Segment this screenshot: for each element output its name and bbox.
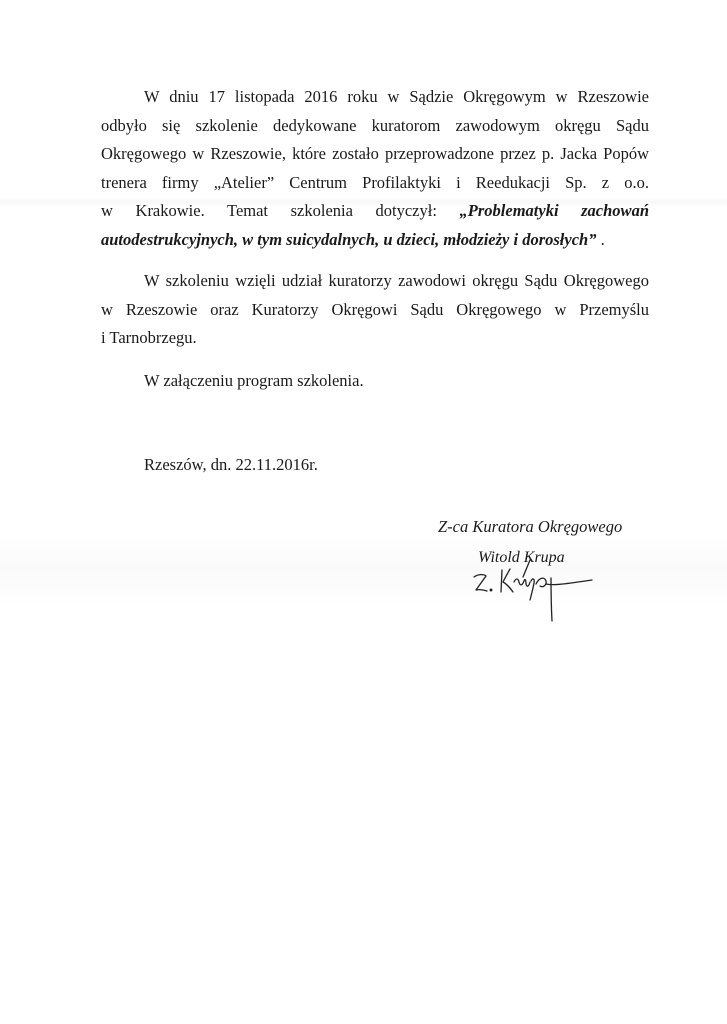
paragraph-line: [101, 197, 649, 226]
handwritten-signature: [460, 540, 600, 625]
paragraph-line: W szkoleniu wzięli udział kuratorzy zawodowi okręgu Sądu Okręgowego: [144, 271, 649, 290]
paragraph-attachment: W załączeniu program szkolenia.: [144, 371, 364, 390]
paragraph-line: [101, 226, 649, 255]
paragraph-line: odbyło się szkolenie dedykowane kuratorom zawodowym okręgu Sądu: [101, 115, 649, 135]
paragraph-line: trenera firmy „Atelier” Centrum Profilaktyki i Reedukacji Sp. z o.o.: [101, 172, 649, 192]
paragraph-text: w Krakowie. Temat szkolenia dotyczył:: [101, 201, 460, 221]
signatory-title: Z-ca Kuratora Okręgowego: [438, 517, 623, 536]
paragraph-training-info: [101, 83, 649, 255]
scan-artifact: [0, 535, 727, 605]
paragraph-text: .: [596, 229, 605, 249]
training-topic: autodestrukcyjnych, w tym suicydalnych, u dzieci, młodzieży i dorosłych”: [101, 229, 597, 249]
place-date: Rzeszów, dn. 22.11.2016r.: [144, 455, 318, 474]
paragraph-line: i Tarnobrzegu.: [101, 328, 197, 348]
paragraph-line: w Rzeszowie oraz Kuratorzy Okręgowi Sądu Okręgowego w Przemyślu: [101, 299, 649, 319]
paragraph-participants: [101, 267, 649, 353]
paragraph-line: Okręgowego w Rzeszowie, które zostało przeprowadzone przez p. Jacka Popów: [101, 144, 649, 164]
paragraph-line: W dniu 17 listopada 2016 roku w Sądzie Okręgowym w Rzeszowie: [144, 87, 649, 106]
training-topic: „Problematyki zachowań: [459, 201, 649, 221]
signatory-name: Witold Krupa: [478, 549, 565, 566]
